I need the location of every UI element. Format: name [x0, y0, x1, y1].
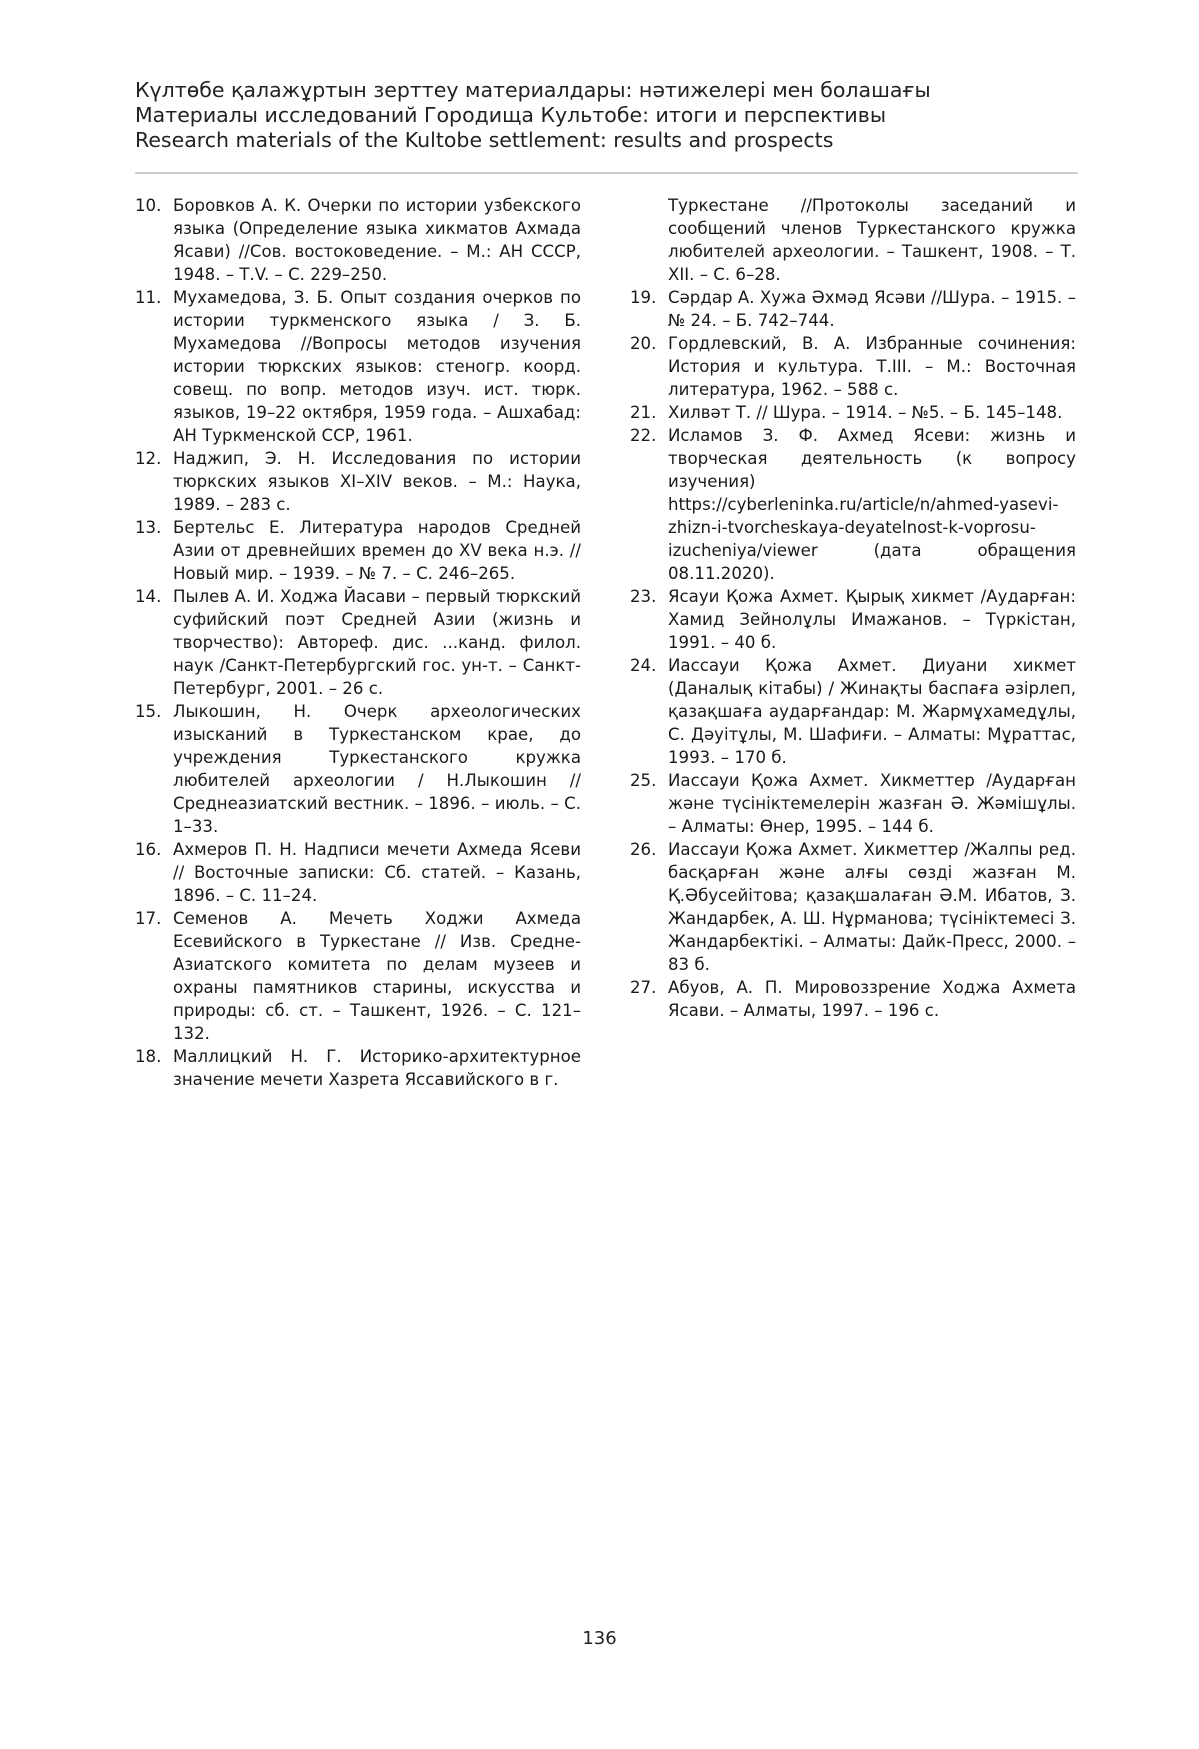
reference-number: 17.	[135, 909, 162, 928]
reference-number: 18.	[135, 1047, 162, 1066]
reference-item	[135, 516, 581, 585]
reference-text: Иассауи Қожа Ахмет. Хикметтер /Аударған және түсініктемелерін жазған Ә. Жәмішұлы. – Алматы: Өнер, 1995. – 144 б.	[668, 771, 1076, 836]
reference-text: Лыкошин, Н. Очерк археологических изысканий в Туркестанском крае, до учреждения Туркестанского кружка любителей археологии / Н.Лыкошин // Среднеазиатский вестник. – 1896. – июль. – С. 1–33.	[173, 702, 581, 836]
header-divider	[135, 172, 1078, 174]
reference-number: 15.	[135, 702, 162, 721]
reference-item	[135, 907, 581, 1045]
reference-number: 13.	[135, 518, 162, 537]
reference-text: Иассауи Қожа Ахмет. Диуани хикмет (Даналық кітабы) / Жинақты баспаға әзірлеп, қазақшаға аударғандар: М. Жармұхамедұлы, С. Дәуітұлы, М. Шафиғи. – Алматы: Мұраттас, 1993. – 170 б.	[668, 656, 1076, 767]
reference-number: 23.	[630, 587, 657, 606]
reference-item	[630, 286, 1076, 332]
reference-text: Семенов А. Мечеть Ходжи Ахмеда Есевийского в Туркестане // Изв. Средне-Азиатского комитета по делам музеев и охраны памятников старины, искусства и природы: сб. ст. – Ташкент, 1926. – С. 121–132.	[173, 909, 581, 1043]
reference-text: Абуов, А. П. Мировоззрение Ходжа Ахмета Ясави. – Алматы, 1997. – 196 с.	[668, 978, 1076, 1020]
reference-text: Иассауи Қожа Ахмет. Хикметтер /Жалпы ред. басқарған және алғы сөзді жазған М. Қ.Әбусейітова; қазақшалаған Ә.М. Ибатов, З. Жандарбек, А. Ш. Нұрманова; түсініктемесі З. Жандарбектікі. – Алматы: Дайк-Пресс, 2000. – 83 б.	[668, 840, 1076, 974]
reference-item	[135, 585, 581, 700]
reference-number: 22.	[630, 426, 657, 445]
reference-item	[630, 332, 1076, 401]
reference-item	[630, 838, 1076, 976]
reference-item	[135, 838, 581, 907]
reference-item	[135, 194, 581, 286]
reference-number: 20.	[630, 334, 657, 353]
running-header	[135, 78, 1075, 153]
reference-text: Сәрдар А. Хужа Әхмәд Ясәви //Шура. – 1915. – № 24. – Б. 742–744.	[668, 288, 1076, 330]
reference-text: Наджип, Э. Н. Исследования по истории тюркских языков XI–XIV веков. – М.: Наука, 1989. – 283 с.	[173, 449, 581, 514]
reference-number: 21.	[630, 403, 657, 422]
reference-text: Маллицкий Н. Г. Историко-архитектурное значение мечети Хазрета Яссавийского в г.	[173, 1047, 581, 1089]
reference-text: Гордлевский, В. А. Избранные сочинения: История и культура. Т.III. – М.: Восточная литература, 1962. – 588 с.	[668, 334, 1076, 399]
reference-text: Пылев А. И. Ходжа Йасави – первый тюркский суфийский поэт Средней Азии (жизнь и творчество): Автореф. дис. ...канд. филол. наук /Санкт-Петербургский гос. ун-т. – Санкт-Петербург, 2001. – 26 с.	[173, 587, 581, 698]
reference-item	[135, 286, 581, 447]
reference-number: 27.	[630, 978, 657, 997]
header-title-en: Research materials of the Kultobe settlement: results and prospects	[135, 128, 834, 152]
reference-item	[135, 447, 581, 516]
reference-item	[630, 769, 1076, 838]
reference-number: 12.	[135, 449, 162, 468]
reference-number: 26.	[630, 840, 657, 859]
reference-number: 19.	[630, 288, 657, 307]
reference-text: Ахмеров П. Н. Надписи мечети Ахмеда Ясеви // Восточные записки: Сб. статей. – Казань, 1896. – С. 11–24.	[173, 840, 581, 905]
reference-number: 11.	[135, 288, 162, 307]
reference-item	[630, 424, 1076, 585]
reference-number: 16.	[135, 840, 162, 859]
header-title-ru: Материалы исследований Городища Культобе: итоги и перспективы	[135, 103, 887, 127]
reference-text: Хилвәт Т. // Шура. – 1914. – №5. – Б. 145–148.	[668, 403, 1063, 422]
reference-item	[135, 700, 581, 838]
references-right-column	[630, 194, 1076, 1022]
reference-number: 25.	[630, 771, 657, 790]
header-title-kz: Күлтөбе қалажұртын зерттеу материалдары: нәтижелері мен болашағы	[135, 78, 931, 102]
reference-number: 10.	[135, 196, 162, 215]
reference-item	[630, 654, 1076, 769]
reference-item	[630, 401, 1076, 424]
reference-item	[630, 976, 1076, 1022]
reference-number: 24.	[630, 656, 657, 675]
page-number: 136	[582, 1628, 617, 1649]
reference-number: 14.	[135, 587, 162, 606]
reference-text: Боровков А. К. Очерки по истории узбекского языка (Определение языка хикматов Ахмада Ясави) //Сов. востоковедение. – М.: АН СССР, 1948. – Т.V. – С. 229–250.	[173, 196, 581, 284]
reference-item	[135, 1045, 581, 1091]
reference-text: Ясауи Қожа Ахмет. Қырық хикмет /Аударған: Хамид Зейнолұлы Имажанов. – Түркістан, 1991. – 40 б.	[668, 587, 1076, 652]
reference-text: Исламов З. Ф. Ахмед Ясеви: жизнь и творческая деятельность (к вопросу изучения) https://cyberleninka.ru/article/n/ahmed-yasevi-zhizn-i-tvorcheskaya-deyatelnost-k-voprosu-izucheniya/viewer (дата обращения 08.11.2020).	[668, 426, 1076, 583]
reference-text: Бертельс Е. Литература народов Средней Азии от древнейших времен до XV века н.э. // Новый мир. – 1939. – № 7. – С. 246–265.	[173, 518, 581, 583]
reference-continuation: Туркестане //Протоколы заседаний и сообщений членов Туркестанского кружка любителей археологии. – Ташкент, 1908. – Т. XII. – С. 6–28.	[668, 196, 1076, 284]
reference-text: Мухамедова, З. Б. Опыт создания очерков по истории туркменского языка / З. Б. Мухамедова //Вопросы методов изучения истории тюркских языков: стеногр. коорд. совещ. по вопр. методов изуч. ист. тюрк. языков, 19–22 октября, 1959 года. – Ашхабад: АН Туркменской ССР, 1961.	[173, 288, 581, 445]
references-left-column	[135, 194, 581, 1091]
reference-item	[630, 585, 1076, 654]
